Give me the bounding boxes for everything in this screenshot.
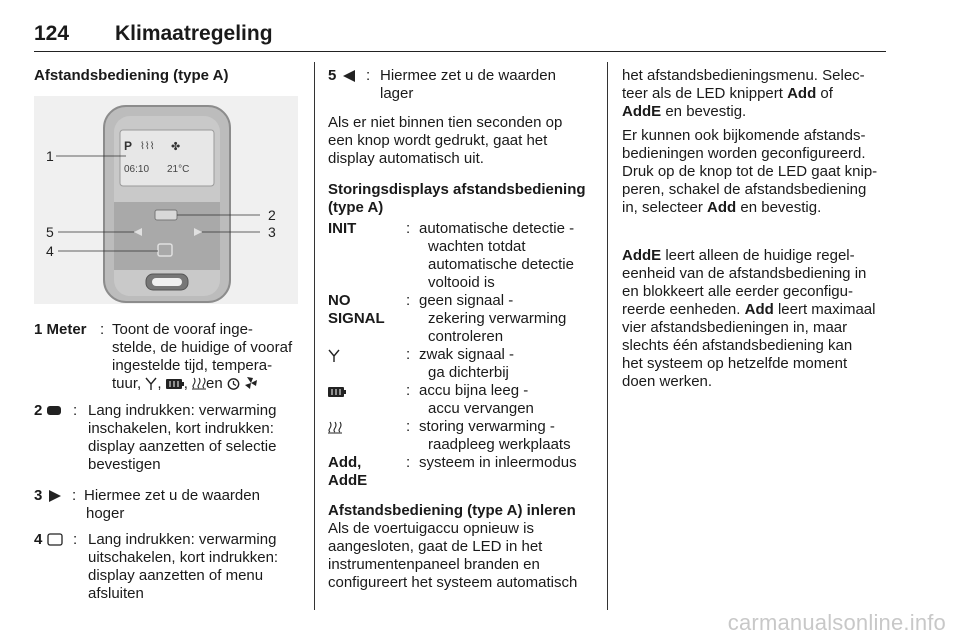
heater-fault-icon bbox=[192, 376, 206, 390]
definition-item-1: 1 Meter : Toont de vooraf inge- stelde, de huidige of vooraf ingestelde tijd, tempera- tuur, , , en bbox=[34, 321, 293, 392]
definition-item-5: 5 : Hiermee zet u de waarden lager bbox=[328, 67, 556, 102]
col3-paragraph-2: Er kunnen ook bijkomende afstands- bedieningen worden geconfigureerd. Druk op de knop tot de LED gaat knip- peren, schakel de afstandsbediening in, selecteer Add en bevestig. bbox=[622, 127, 878, 216]
callout-5: 5 bbox=[46, 224, 54, 240]
section-heading: Afstandsbediening (type A) bbox=[34, 67, 229, 84]
display-time: 06:10 bbox=[124, 164, 150, 175]
definition-item-3: 3 : Hiermee zet u de waarden hoger bbox=[34, 487, 260, 522]
learn-paragraph: Als de voertuigaccu opnieuw is aangesloten, gaat de LED in het instrumentenpaneel branden en configureert het systeem automatisch bbox=[328, 520, 578, 591]
fault-row-heater-fault: : storing verwarming - raadpleeg werkplaats bbox=[328, 418, 590, 454]
fault-row-no-signal: NO SIGNAL : geen signaal - zekering verwarming controleren bbox=[328, 292, 567, 345]
battery-icon bbox=[328, 385, 346, 398]
fan-icon bbox=[244, 376, 258, 390]
on-button-icon bbox=[47, 405, 61, 416]
fault-row-add: Add, AddE : systeem in inleermodus bbox=[328, 454, 577, 489]
learn-heading: Afstandsbediening (type A) inleren bbox=[328, 502, 576, 519]
watermark: carmanualsonline.info bbox=[727, 610, 946, 635]
svg-text:⌇⌇⌇: ⌇⌇⌇ bbox=[140, 141, 155, 152]
column-divider bbox=[314, 62, 315, 610]
chapter-title: Klimaatregeling bbox=[115, 22, 273, 45]
fault-row-weak-signal: : zwak signaal - ga dichterbij bbox=[328, 346, 590, 382]
definition-item-2: 2 : Lang indrukken: verwarming inschakelen, kort indrukken: display aanzetten of selectie bevestigen bbox=[34, 402, 277, 473]
svg-text:✤: ✤ bbox=[171, 140, 181, 153]
battery-icon bbox=[166, 377, 184, 390]
display-temp: 21°C bbox=[167, 164, 190, 175]
definition-item-4: 4 : Lang indrukken: verwarming uitschakelen, kort indrukken: display aanzetten of menu afsluiten bbox=[34, 531, 279, 602]
antenna-icon bbox=[328, 348, 340, 362]
column-divider bbox=[607, 62, 608, 610]
remote-control-illustration bbox=[34, 96, 298, 304]
arrow-left-icon bbox=[343, 70, 355, 82]
symbol-line: tuur, , , en bbox=[112, 375, 292, 393]
display-p-label: P bbox=[124, 139, 133, 153]
header-rule bbox=[34, 51, 886, 52]
fault-displays-heading: Storingsdisplays afstandsbediening (type A) bbox=[328, 181, 586, 216]
col3-paragraph-3: AddE leert alleen de huidige regel- eenheid van de afstandsbediening in en blokkeert alle eerder geconfigu- reerde eenheden. Add leert maximaal vier afstandsbedieningen in, maar slechts één afstandsbediening kan het systeem op hetzelfde moment doen werken. bbox=[622, 247, 876, 390]
callout-2: 2 bbox=[268, 207, 276, 223]
antenna-icon bbox=[145, 376, 157, 390]
power-on-button[interactable] bbox=[155, 210, 177, 220]
timer-icon bbox=[227, 377, 240, 390]
callout-3: 3 bbox=[268, 224, 276, 240]
arrow-right-icon bbox=[49, 490, 61, 502]
fault-row-init: INIT : automatische detectie - wachten totdat automatische detectie voltooid is bbox=[328, 220, 575, 291]
fault-row-battery-low: : accu bijna leeg - accu vervangen bbox=[328, 382, 590, 418]
page-number: 124 bbox=[34, 22, 70, 45]
col3-paragraph-1: het afstandsbedieningsmenu. Selec- teer als de LED knippert Add of AddE en bevestig. bbox=[622, 67, 865, 120]
callout-4: 4 bbox=[46, 243, 54, 259]
remote-figure bbox=[34, 96, 298, 304]
fault-display-list bbox=[328, 220, 598, 488]
heater-fault-icon bbox=[328, 420, 342, 434]
term-1-meter: 1 Meter bbox=[34, 321, 87, 338]
callout-1: 1 bbox=[46, 148, 54, 164]
auto-off-paragraph: Als er niet binnen tien seconden op een knop wordt gedrukt, gaat het display automatisch uit. bbox=[328, 114, 563, 167]
off-button-icon bbox=[47, 533, 63, 546]
